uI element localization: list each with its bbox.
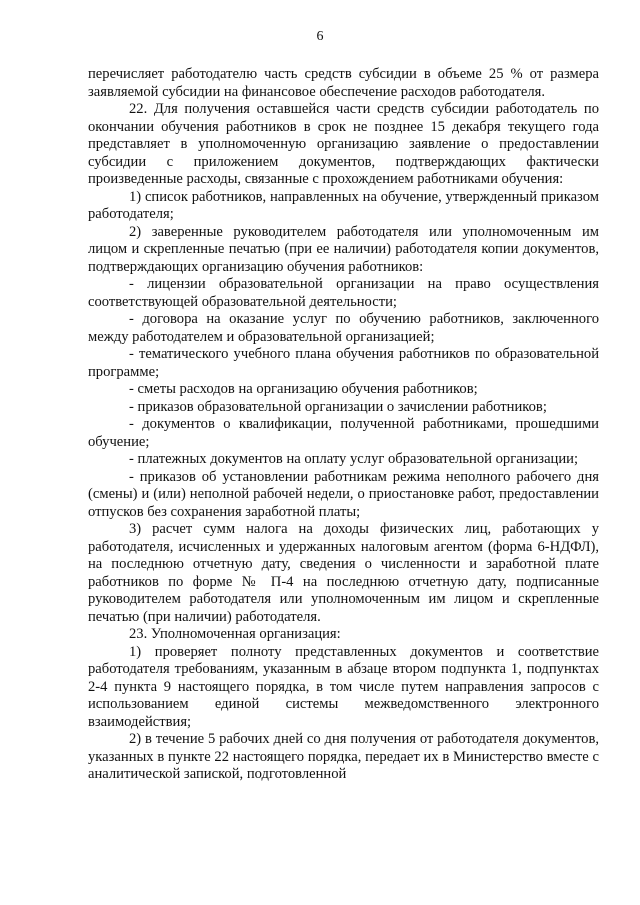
paragraph: 22. Для получения оставшейся части средств субсидии работодатель по окончании обучения работников в срок не позднее 15 декабря текущего года представляет в уполномоченную организацию заявление о предоставлении субсидии с приложением документов, подтверждающих фактически произведенные расходы, связанные с прохождением работниками обучения: bbox=[88, 101, 599, 187]
list-item: - приказов об установлении работникам режима неполного рабочего дня (смены) и (или) неполной рабочей недели, о приостановке работ, предоставлении отпусков без сохранения заработной платы; bbox=[88, 468, 599, 520]
list-item: - документов о квалификации, полученной работниками, прошедшими обучение; bbox=[88, 416, 599, 450]
list-item: - платежных документов на оплату услуг образовательной организации; bbox=[129, 451, 579, 467]
list-item: - лицензии образовательной организации на право осуществления соответствующей образовательной деятельности; bbox=[88, 276, 599, 310]
list-item: - приказов образовательной организации о зачислении работников; bbox=[129, 398, 547, 415]
document-body bbox=[88, 66, 599, 784]
list-item: 1) список работников, направленных на обучение, утвержденный приказом работодателя; bbox=[88, 188, 599, 222]
list-item: - сметы расходов на организацию обучения работников; bbox=[129, 381, 478, 397]
list-item: - договора на оказание услуг по обучению работников, заключенного между работодателем и образовательной организацией; bbox=[88, 311, 599, 345]
list-item: 2) заверенные руководителем работодателя или уполномоченным им лицом и скрепленные печатью (при ее наличии) работодателя копии документов, подтверждающих организацию обучения работников: bbox=[88, 223, 599, 275]
paragraph: перечисляет работодателю часть средств субсидии в объеме 25 % от размера заявляемой субсидии на финансовое обеспечение расходов работодателя. bbox=[88, 66, 599, 100]
list-item: 2) в течение 5 рабочих дней со дня получения от работодателя документов, указанных в пункте 22 настоящего порядка, передает их в Министерство вместе с аналитической запиской, подготовленной bbox=[88, 731, 599, 782]
list-item: 3) расчет сумм налога на доходы физических лиц, работающих у работодателя, исчисленных и удержанных налоговым агентом (форма 6-НДФЛ), на последнюю отчетную дату, сведения о численности и заработной плате работников по форме № П-4 на последнюю отчетную дату, подписанные руководителем работодателя или уполномоченным им лицом и скрепленные печатью (при наличии) работодателя. bbox=[88, 521, 599, 625]
list-item: 1) проверяет полноту представленных документов и соответствие работодателя требованиям, указанным в абзаце втором подпункта 1, подпунктах 2-4 пункта 9 настоящего порядка, в том числе путем направления запросов с использованием единой системы межведомственного электронного взаимодействия; bbox=[88, 643, 599, 730]
list-item: - тематического учебного плана обучения работников по образовательной программе; bbox=[88, 346, 599, 380]
page-number: 6 bbox=[316, 29, 324, 44]
paragraph: 23. Уполномоченная организация: bbox=[129, 626, 341, 642]
